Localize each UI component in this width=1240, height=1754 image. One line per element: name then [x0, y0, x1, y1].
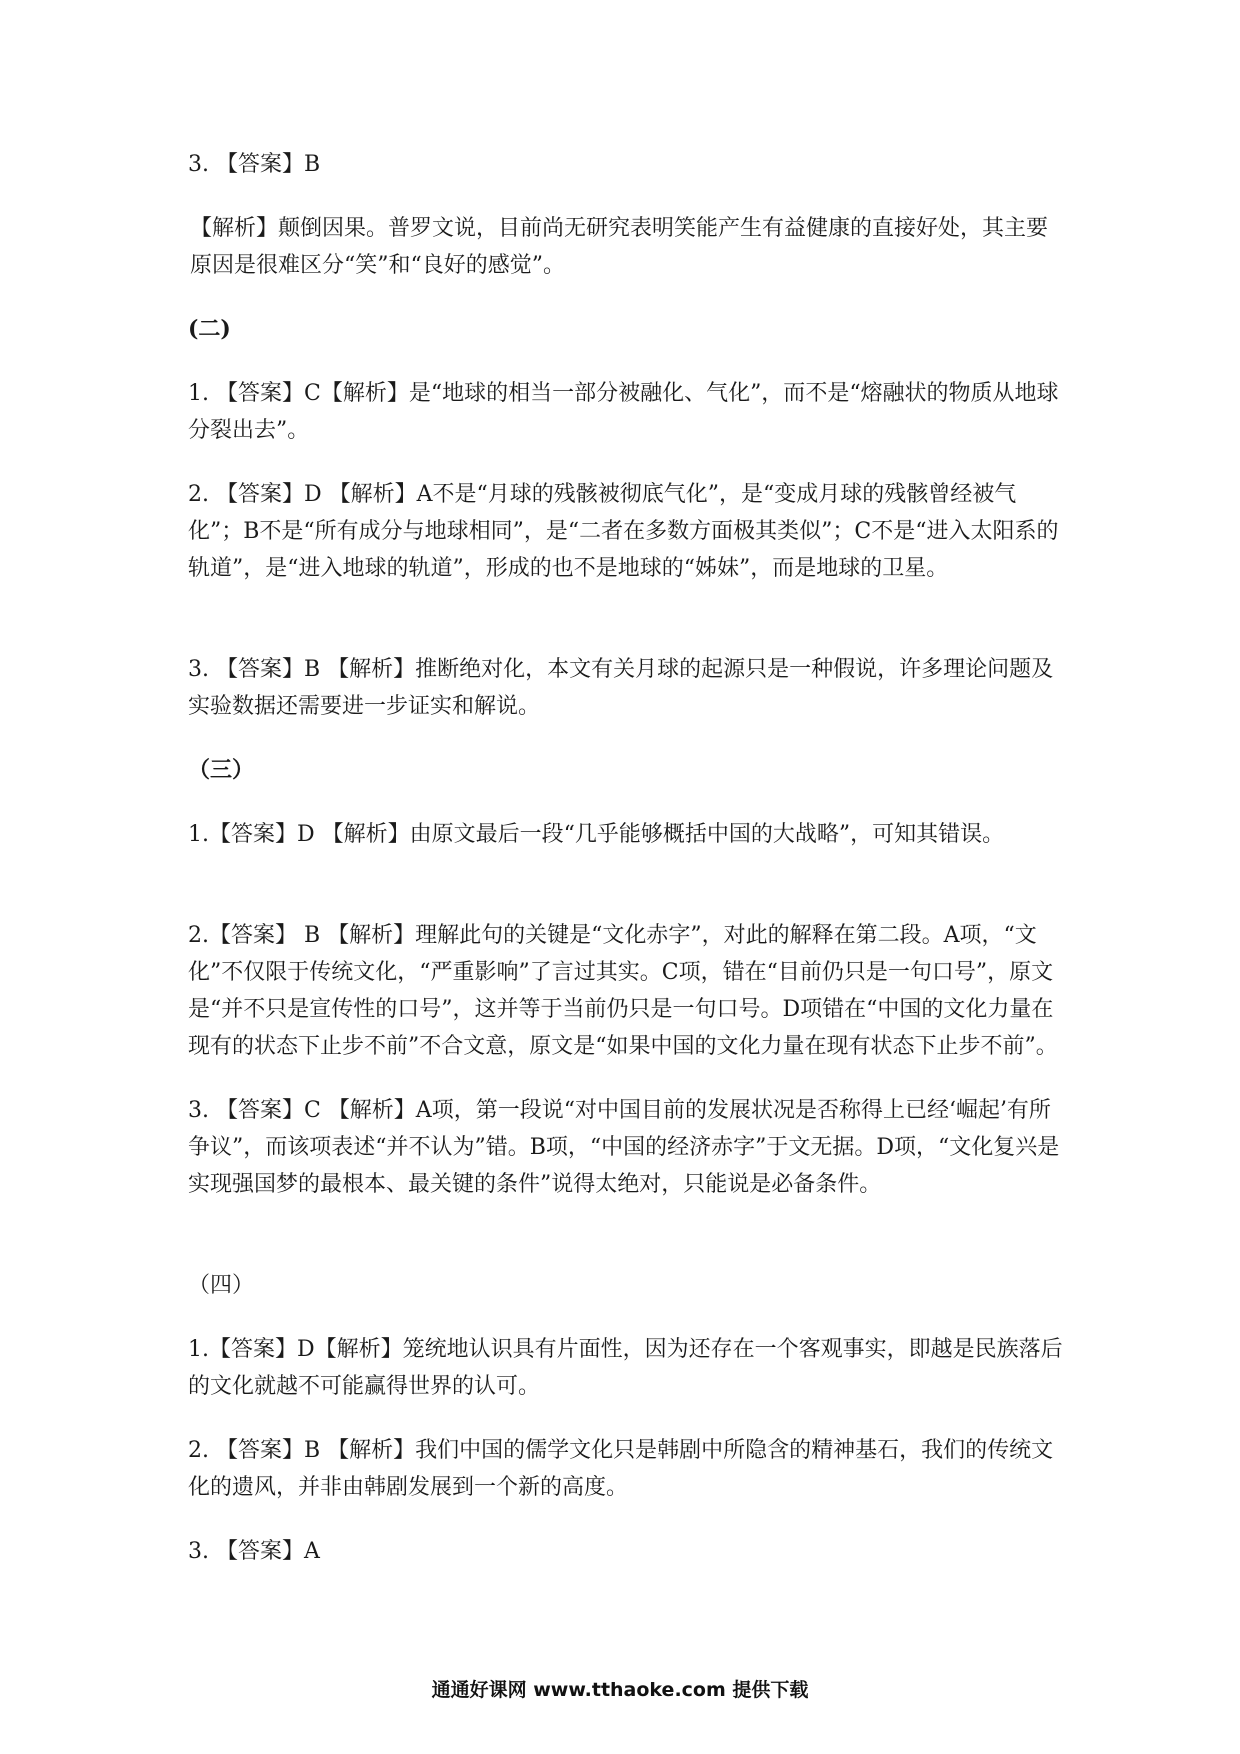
- answer-item: 3. 【答案】A: [188, 1539, 320, 1564]
- answer-content: [188, 146, 1068, 1570]
- answer-item: 1.【答案】D【解析】笼统地认识具有片面性，因为还存在一个客观事实，即越是民族落后的文化就越不可能赢得世界的认可。: [188, 1337, 1063, 1399]
- answer-item: 1.【答案】D 【解析】由原文最后一段“几乎能够概括中国的大战略”，可知其错误。: [188, 822, 1005, 847]
- answer-item: 2. 【答案】D 【解析】A不是“月球的残骸被彻底气化”，是“变成月球的残骸曾经被气化”；B不是“所有成分与地球相同”，是“二者在多数方面极其类似”；C不是“进入太阳系的轨道”，是“进入地球的轨道”，形成的也不是地球的“姊妹”，而是地球的卫星。: [188, 482, 1059, 581]
- section-heading: (二): [188, 316, 231, 342]
- section-heading: （三）: [188, 757, 255, 783]
- answer-item: 【解析】颠倒因果。普罗文说，目前尚无研究表明笑能产生有益健康的直接好处，其主要原因是很难区分“笑”和“良好的感觉”。: [190, 216, 1049, 278]
- answer-item: 2.【答案】 B 【解析】理解此句的关键是“文化赤字”，对此的解释在第二段。A项，“文化”不仅限于传统文化，“严重影响”了言过其实。C项，错在“目前仍只是一句口号”，原文是“并不只是宣传性的口号”，这并等于当前仍只是一句口号。D项错在“中国的文化力量在现有的状态下止步不前”不合文意，原文是“如果中国的文化力量在现有状态下止步不前”。: [188, 923, 1058, 1059]
- footer-download-note: 通通好课网 www.tthaoke.com 提供下载: [431, 1679, 809, 1701]
- answer-item: 3. 【答案】C 【解析】A项，第一段说“对中国目前的发展状况是否称得上已经‘崛起’有所争议”，而该项表述“并不认为”错。B项，“中国的经济赤字”于文无据。D项，“文化复兴是实现强国梦的最根本、最关键的条件”说得太绝对，只能说是必备条件。: [188, 1098, 1060, 1197]
- answer-item: 3. 【答案】B 【解析】推断绝对化，本文有关月球的起源只是一种假说，许多理论问题及实验数据还需要进一步证实和解说。: [188, 657, 1054, 719]
- answer-item: 1. 【答案】C【解析】是“地球的相当一部分被融化、气化”，而不是“熔融状的物质从地球分裂出去”。: [188, 381, 1059, 443]
- answer-item: 2. 【答案】B 【解析】我们中国的儒学文化只是韩剧中所隐含的精神基石，我们的传统文化的遗风，并非由韩剧发展到一个新的高度。: [188, 1438, 1054, 1500]
- answer-item: 3. 【答案】B: [188, 152, 321, 177]
- section-heading: （四）: [188, 1273, 255, 1298]
